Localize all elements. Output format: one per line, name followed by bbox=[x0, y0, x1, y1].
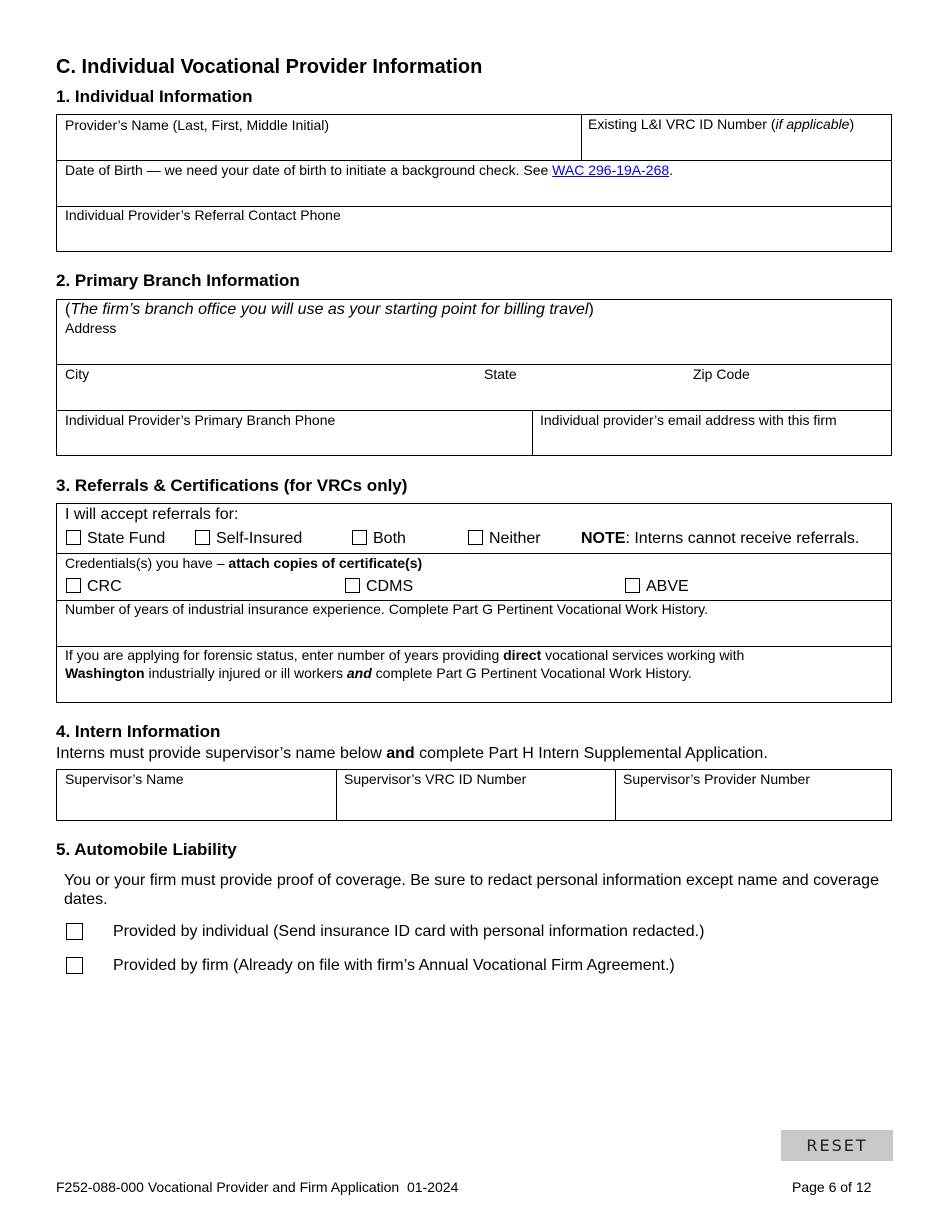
dob-label bbox=[65, 162, 673, 179]
note-bold: NOTE bbox=[581, 530, 626, 547]
crc-label: CRC bbox=[87, 578, 122, 595]
credentials-label-bold: attach copies of certificate(s) bbox=[228, 555, 423, 571]
branch-phone-label: Individual Provider’s Primary Branch Phone bbox=[65, 412, 336, 428]
individual-coverage-checkbox-wrap[interactable] bbox=[66, 923, 83, 943]
both-checkbox[interactable] bbox=[352, 530, 367, 545]
self-insured-checkbox[interactable] bbox=[195, 530, 210, 545]
referral-phone-label: Individual Provider’s Referral Contact Phone bbox=[65, 207, 341, 223]
abve-label: ABVE bbox=[646, 578, 689, 595]
credentials-row bbox=[57, 554, 891, 601]
branch-phone-field[interactable] bbox=[57, 411, 532, 455]
referrals-row bbox=[57, 504, 891, 554]
supervisor-vrc-field[interactable] bbox=[337, 770, 615, 820]
city-label: City bbox=[65, 366, 90, 382]
city-state-zip-row[interactable] bbox=[57, 365, 891, 411]
individual-coverage-checkbox[interactable] bbox=[66, 923, 83, 940]
self-insured-option[interactable] bbox=[195, 529, 302, 548]
section-4-heading: 4. Intern Information bbox=[56, 722, 221, 741]
dob-label-period: . bbox=[669, 162, 674, 178]
intern-intro-bold: and bbox=[386, 745, 415, 762]
intern-intro bbox=[56, 744, 768, 763]
forensic-text-2: vocational services working with bbox=[541, 647, 745, 663]
forensic-bold-washington: Washington bbox=[65, 665, 145, 681]
auto-liability-intro: You or your firm must provide proof of coverage. Be sure to redact personal information except name and coverage dates. bbox=[64, 872, 879, 908]
state-fund-option[interactable] bbox=[66, 529, 165, 548]
section-1-heading: 1. Individual Information bbox=[56, 87, 253, 106]
forensic-bold-direct: direct bbox=[503, 647, 542, 663]
vrc-id-label-text: Existing L&I VRC ID Number ( bbox=[588, 116, 776, 132]
zip-label: Zip Code bbox=[693, 366, 750, 382]
supervisor-name-field[interactable] bbox=[57, 770, 336, 820]
intern-intro-text-2: complete Part H Intern Supplemental Application. bbox=[414, 745, 768, 762]
firm-coverage-checkbox[interactable] bbox=[66, 957, 83, 974]
individual-coverage-label: Provided by individual (Send insurance ID card with personal information redacted.) bbox=[113, 923, 705, 940]
state-label: State bbox=[484, 366, 517, 382]
phone-email-row bbox=[57, 411, 891, 455]
individual-info-table bbox=[56, 114, 892, 252]
section-2-heading: 2. Primary Branch Information bbox=[56, 271, 300, 290]
intern-intro-text-1: Interns must provide supervisor’s name below bbox=[56, 745, 387, 762]
email-field[interactable] bbox=[533, 411, 891, 455]
neither-label: Neither bbox=[489, 530, 541, 547]
cdms-label: CDMS bbox=[366, 578, 414, 595]
neither-checkbox[interactable] bbox=[468, 530, 483, 545]
vrc-id-field[interactable] bbox=[582, 115, 891, 160]
provider-name-field[interactable] bbox=[57, 115, 581, 160]
form-id: F252-088-000 Vocational Provider and Firm Application 01-2024 bbox=[56, 1179, 459, 1195]
referral-phone-field[interactable] bbox=[57, 207, 891, 251]
neither-option[interactable] bbox=[468, 529, 541, 548]
forensic-text-3: industrially injured or ill workers bbox=[144, 665, 347, 681]
both-label: Both bbox=[373, 530, 406, 547]
supervisor-row bbox=[57, 770, 891, 820]
forensic-text-1: If you are applying for forensic status, enter number of years providing bbox=[65, 647, 504, 663]
accept-referrals-label: I will accept referrals for: bbox=[65, 506, 239, 523]
years-experience-label: Number of years of industrial insurance experience. Complete Part G Pertinent Vocational Work History. bbox=[65, 601, 708, 617]
supervisor-vrc-label: Supervisor’s VRC ID Number bbox=[344, 771, 527, 787]
cdms-option[interactable] bbox=[345, 577, 413, 596]
state-fund-checkbox[interactable] bbox=[66, 530, 81, 545]
section-3-heading: 3. Referrals & Certifications (for VRCs only) bbox=[56, 476, 408, 495]
forensic-label-line1 bbox=[65, 647, 744, 664]
credentials-label-text: Credentials(s) you have – bbox=[65, 555, 229, 571]
interns-note bbox=[581, 529, 859, 548]
referrals-table bbox=[56, 503, 892, 703]
crc-checkbox[interactable] bbox=[66, 578, 81, 593]
reset-button[interactable]: RESET bbox=[781, 1130, 893, 1161]
wac-link[interactable]: WAC 296-19A-268 bbox=[552, 162, 670, 178]
forensic-label-line2 bbox=[65, 665, 692, 682]
supervisor-provider-label: Supervisor’s Provider Number bbox=[623, 771, 810, 787]
section-5-heading: 5. Automobile Liability bbox=[56, 840, 237, 859]
page-number: Page 6 of 12 bbox=[792, 1179, 872, 1195]
dob-field[interactable] bbox=[57, 161, 891, 207]
branch-note bbox=[65, 300, 594, 319]
note-text: : Interns cannot receive referrals. bbox=[625, 530, 860, 547]
branch-note-italic: The firm’s branch office you will use as your starting point for billing travel bbox=[70, 301, 589, 318]
row-name bbox=[57, 115, 891, 161]
supervisor-provider-field[interactable] bbox=[616, 770, 891, 820]
state-fund-label: State Fund bbox=[87, 530, 166, 547]
supervisor-table bbox=[56, 769, 892, 821]
page-title: C. Individual Vocational Provider Information bbox=[56, 56, 483, 78]
vrc-id-label bbox=[588, 116, 854, 133]
branch-note-close: ) bbox=[588, 301, 594, 318]
self-insured-label: Self-Insured bbox=[216, 530, 303, 547]
firm-coverage-label: Provided by firm (Already on file with firm’s Annual Vocational Firm Agreement.) bbox=[113, 957, 675, 974]
abve-checkbox[interactable] bbox=[625, 578, 640, 593]
vrc-id-label-close: ) bbox=[849, 116, 855, 132]
address-field[interactable] bbox=[57, 300, 891, 365]
address-label: Address bbox=[65, 320, 117, 336]
credentials-label bbox=[65, 555, 422, 572]
firm-coverage-checkbox-wrap[interactable] bbox=[66, 957, 83, 977]
cdms-checkbox[interactable] bbox=[345, 578, 360, 593]
dob-label-text: Date of Birth — we need your date of birth to initiate a background check. See bbox=[65, 162, 553, 178]
forensic-text-4: complete Part G Pertinent Vocational Work History. bbox=[371, 665, 692, 681]
crc-option[interactable] bbox=[66, 577, 122, 596]
both-option[interactable] bbox=[352, 529, 406, 548]
branch-note-open: ( bbox=[65, 301, 71, 318]
years-experience-field[interactable] bbox=[57, 601, 891, 647]
vrc-id-label-italic: if applicable bbox=[775, 116, 850, 132]
branch-info-table bbox=[56, 299, 892, 456]
forensic-field[interactable] bbox=[57, 647, 891, 702]
provider-name-label: Provider’s Name (Last, First, Middle Initial) bbox=[65, 117, 330, 133]
abve-option[interactable] bbox=[625, 577, 689, 596]
forensic-bold-and: and bbox=[346, 665, 372, 681]
email-label: Individual provider’s email address with this firm bbox=[540, 412, 837, 428]
supervisor-name-label: Supervisor’s Name bbox=[65, 771, 184, 787]
